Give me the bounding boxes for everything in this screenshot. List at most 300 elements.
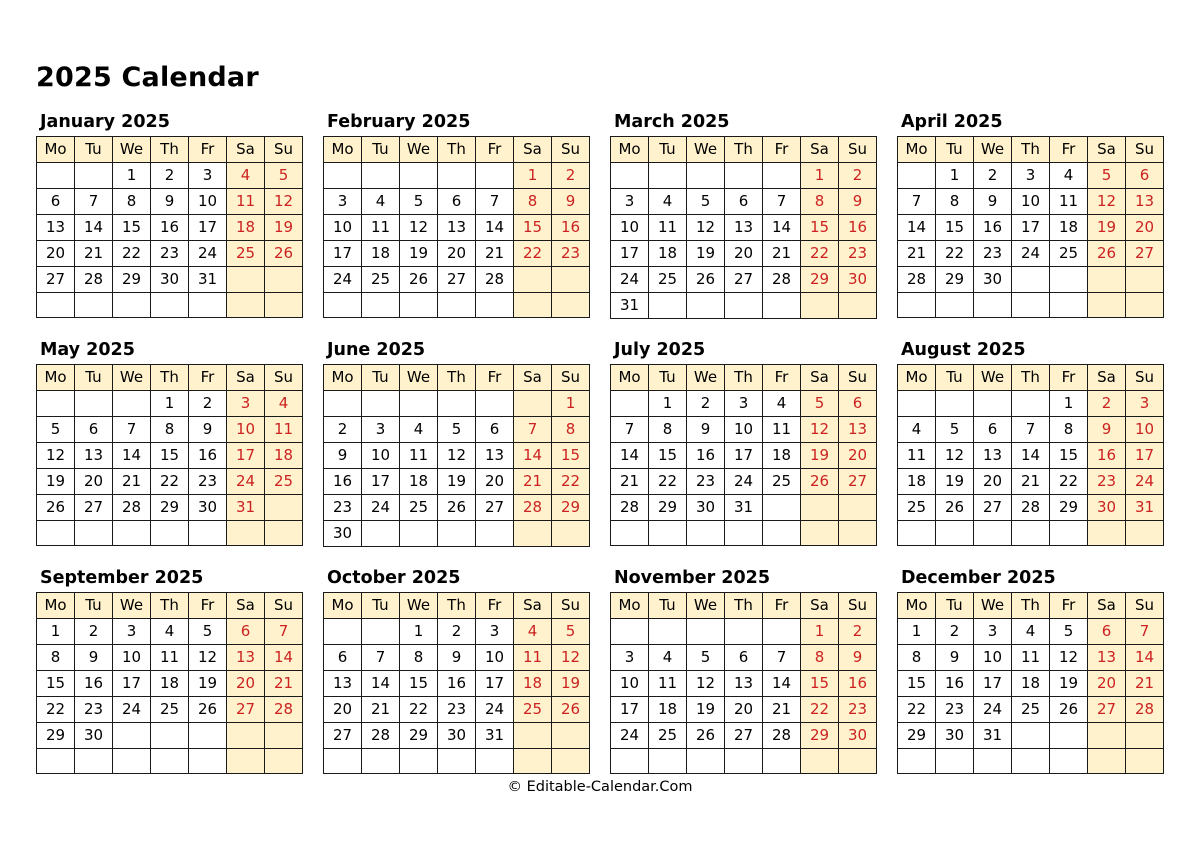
weekday-header: Fr bbox=[763, 137, 801, 163]
weekend-day-cell: 6 bbox=[1126, 163, 1164, 189]
day-cell: 29 bbox=[37, 723, 75, 749]
weekday-header: Th bbox=[438, 365, 476, 391]
day-cell bbox=[649, 293, 687, 319]
weekend-day-cell: 12 bbox=[801, 417, 839, 443]
week-row bbox=[37, 749, 303, 774]
weekend-day-cell: 22 bbox=[552, 469, 590, 495]
week-row bbox=[324, 697, 590, 723]
weekend-day-cell: 27 bbox=[1088, 697, 1126, 723]
day-cell: 10 bbox=[189, 189, 227, 215]
weekend-day-cell: 16 bbox=[839, 215, 877, 241]
month-title: June 2025 bbox=[327, 340, 426, 360]
day-cell: 8 bbox=[936, 189, 974, 215]
day-cell: 14 bbox=[763, 215, 801, 241]
week-row bbox=[611, 495, 877, 521]
day-cell: 28 bbox=[1012, 495, 1050, 521]
day-cell: 22 bbox=[400, 697, 438, 723]
weekday-header: Mo bbox=[611, 593, 649, 619]
day-cell: 19 bbox=[936, 469, 974, 495]
week-row bbox=[37, 723, 303, 749]
weekend-day-cell: 21 bbox=[1126, 671, 1164, 697]
day-cell: 11 bbox=[151, 645, 189, 671]
weekday-header: Mo bbox=[611, 137, 649, 163]
weekend-day-cell: 30 bbox=[839, 267, 877, 293]
weekday-header: Sa bbox=[1088, 137, 1126, 163]
weekend-day-cell: 11 bbox=[227, 189, 265, 215]
week-row bbox=[898, 469, 1164, 495]
day-cell: 10 bbox=[324, 215, 362, 241]
weekend-day-cell: 12 bbox=[265, 189, 303, 215]
month-table bbox=[610, 136, 877, 319]
day-cell bbox=[649, 749, 687, 774]
day-cell: 10 bbox=[113, 645, 151, 671]
day-cell bbox=[37, 391, 75, 417]
weekend-day-cell: 20 bbox=[227, 671, 265, 697]
weekday-header: We bbox=[687, 137, 725, 163]
day-cell: 23 bbox=[438, 697, 476, 723]
day-cell: 26 bbox=[400, 267, 438, 293]
week-row bbox=[324, 293, 590, 318]
day-cell: 16 bbox=[189, 443, 227, 469]
day-cell: 2 bbox=[324, 417, 362, 443]
day-cell: 29 bbox=[1050, 495, 1088, 521]
week-row bbox=[37, 697, 303, 723]
day-cell bbox=[113, 723, 151, 749]
weekend-day-cell: 16 bbox=[1088, 443, 1126, 469]
month-block bbox=[323, 568, 590, 774]
day-cell bbox=[189, 723, 227, 749]
day-cell: 8 bbox=[400, 645, 438, 671]
day-cell: 19 bbox=[189, 671, 227, 697]
day-cell: 10 bbox=[611, 215, 649, 241]
weekday-header: We bbox=[687, 593, 725, 619]
day-cell: 5 bbox=[687, 645, 725, 671]
weekend-day-cell: 6 bbox=[1088, 619, 1126, 645]
day-cell: 18 bbox=[1012, 671, 1050, 697]
day-cell: 6 bbox=[476, 417, 514, 443]
weekend-day-cell bbox=[839, 521, 877, 546]
weekend-day-cell: 23 bbox=[839, 241, 877, 267]
weekend-day-cell: 22 bbox=[514, 241, 552, 267]
day-cell bbox=[898, 391, 936, 417]
month-table bbox=[323, 364, 590, 547]
day-cell: 20 bbox=[974, 469, 1012, 495]
week-row bbox=[611, 391, 877, 417]
day-cell: 6 bbox=[725, 189, 763, 215]
day-cell: 27 bbox=[75, 495, 113, 521]
weekday-header-row bbox=[324, 137, 590, 163]
weekend-day-cell: 29 bbox=[801, 267, 839, 293]
week-row bbox=[37, 391, 303, 417]
weekend-day-cell bbox=[227, 521, 265, 546]
weekend-day-cell: 2 bbox=[839, 619, 877, 645]
day-cell: 12 bbox=[438, 443, 476, 469]
day-cell: 23 bbox=[151, 241, 189, 267]
day-cell bbox=[687, 749, 725, 774]
week-row bbox=[37, 267, 303, 293]
weekend-day-cell bbox=[552, 723, 590, 749]
day-cell bbox=[400, 521, 438, 547]
weekend-day-cell bbox=[514, 267, 552, 293]
week-row bbox=[611, 697, 877, 723]
day-cell: 24 bbox=[611, 723, 649, 749]
weekend-day-cell: 1 bbox=[801, 163, 839, 189]
day-cell: 15 bbox=[400, 671, 438, 697]
weekend-day-cell: 26 bbox=[552, 697, 590, 723]
day-cell: 11 bbox=[1012, 645, 1050, 671]
week-row bbox=[324, 417, 590, 443]
day-cell: 1 bbox=[113, 163, 151, 189]
day-cell: 31 bbox=[476, 723, 514, 749]
day-cell bbox=[1050, 749, 1088, 774]
day-cell: 7 bbox=[1012, 417, 1050, 443]
day-cell: 1 bbox=[400, 619, 438, 645]
day-cell: 26 bbox=[687, 267, 725, 293]
weekend-day-cell bbox=[801, 293, 839, 319]
day-cell: 16 bbox=[438, 671, 476, 697]
day-cell: 10 bbox=[476, 645, 514, 671]
day-cell bbox=[1012, 391, 1050, 417]
weekend-day-cell bbox=[552, 293, 590, 318]
weekday-header: Th bbox=[438, 137, 476, 163]
day-cell: 21 bbox=[763, 697, 801, 723]
weekday-header: Su bbox=[552, 593, 590, 619]
weekend-day-cell: 31 bbox=[227, 495, 265, 521]
weekday-header: Mo bbox=[324, 593, 362, 619]
week-row bbox=[611, 241, 877, 267]
day-cell bbox=[75, 749, 113, 774]
weekend-day-cell bbox=[1126, 521, 1164, 546]
day-cell: 26 bbox=[936, 495, 974, 521]
day-cell bbox=[324, 391, 362, 417]
weekday-header: Tu bbox=[362, 137, 400, 163]
weekday-header: We bbox=[113, 137, 151, 163]
day-cell: 14 bbox=[113, 443, 151, 469]
weekend-day-cell bbox=[514, 723, 552, 749]
weekday-header: Th bbox=[438, 593, 476, 619]
week-row bbox=[37, 189, 303, 215]
day-cell: 27 bbox=[324, 723, 362, 749]
weekend-day-cell: 7 bbox=[1126, 619, 1164, 645]
weekend-day-cell: 25 bbox=[227, 241, 265, 267]
weekend-day-cell: 15 bbox=[801, 215, 839, 241]
day-cell: 29 bbox=[898, 723, 936, 749]
weekend-day-cell: 30 bbox=[839, 723, 877, 749]
day-cell: 14 bbox=[75, 215, 113, 241]
week-row bbox=[898, 645, 1164, 671]
day-cell: 20 bbox=[438, 241, 476, 267]
weekday-header: We bbox=[974, 365, 1012, 391]
weekday-header: Su bbox=[1126, 593, 1164, 619]
weekday-header: We bbox=[687, 365, 725, 391]
weekday-header: Fr bbox=[476, 137, 514, 163]
weekend-day-cell: 28 bbox=[265, 697, 303, 723]
day-cell: 24 bbox=[1012, 241, 1050, 267]
weekend-day-cell: 15 bbox=[552, 443, 590, 469]
weekday-header-row bbox=[898, 365, 1164, 391]
day-cell: 7 bbox=[362, 645, 400, 671]
weekend-day-cell: 18 bbox=[514, 671, 552, 697]
week-row bbox=[611, 189, 877, 215]
weekday-header: Th bbox=[151, 365, 189, 391]
weekday-header: Fr bbox=[189, 137, 227, 163]
week-row bbox=[37, 671, 303, 697]
weekday-header: Fr bbox=[1050, 593, 1088, 619]
day-cell: 4 bbox=[362, 189, 400, 215]
day-cell: 16 bbox=[687, 443, 725, 469]
page-title: 2025 Calendar bbox=[36, 62, 259, 93]
weekend-day-cell: 25 bbox=[265, 469, 303, 495]
month-table bbox=[36, 592, 303, 774]
day-cell: 29 bbox=[936, 267, 974, 293]
week-row bbox=[37, 645, 303, 671]
day-cell: 22 bbox=[151, 469, 189, 495]
weekday-header: We bbox=[974, 137, 1012, 163]
day-cell bbox=[189, 293, 227, 318]
day-cell: 23 bbox=[189, 469, 227, 495]
weekday-header: Fr bbox=[189, 365, 227, 391]
month-block bbox=[610, 112, 877, 319]
weekday-header: Th bbox=[151, 137, 189, 163]
day-cell: 3 bbox=[725, 391, 763, 417]
weekend-day-cell: 20 bbox=[839, 443, 877, 469]
month-block bbox=[36, 112, 303, 318]
weekend-day-cell: 1 bbox=[514, 163, 552, 189]
week-row bbox=[898, 723, 1164, 749]
weekday-header: Sa bbox=[227, 593, 265, 619]
day-cell: 28 bbox=[113, 495, 151, 521]
weekday-header: Th bbox=[725, 593, 763, 619]
weekend-day-cell: 19 bbox=[265, 215, 303, 241]
weekday-header: Th bbox=[1012, 365, 1050, 391]
weekend-day-cell: 5 bbox=[552, 619, 590, 645]
day-cell: 31 bbox=[725, 495, 763, 521]
weekday-header: Tu bbox=[936, 365, 974, 391]
weekday-header: Su bbox=[839, 137, 877, 163]
day-cell: 5 bbox=[936, 417, 974, 443]
weekend-day-cell bbox=[801, 749, 839, 774]
day-cell bbox=[1050, 293, 1088, 318]
day-cell bbox=[75, 521, 113, 546]
day-cell: 10 bbox=[362, 443, 400, 469]
month-table bbox=[36, 364, 303, 546]
day-cell bbox=[189, 521, 227, 546]
day-cell bbox=[75, 293, 113, 318]
week-row bbox=[324, 495, 590, 521]
weekend-day-cell: 27 bbox=[839, 469, 877, 495]
day-cell: 25 bbox=[151, 697, 189, 723]
weekday-header: Sa bbox=[801, 137, 839, 163]
day-cell: 27 bbox=[476, 495, 514, 521]
day-cell: 7 bbox=[476, 189, 514, 215]
weekday-header-row bbox=[898, 593, 1164, 619]
day-cell: 30 bbox=[75, 723, 113, 749]
weekday-header: Tu bbox=[362, 593, 400, 619]
day-cell: 24 bbox=[324, 267, 362, 293]
day-cell: 14 bbox=[476, 215, 514, 241]
day-cell: 28 bbox=[362, 723, 400, 749]
weekday-header: Fr bbox=[189, 593, 227, 619]
weekend-day-cell: 28 bbox=[514, 495, 552, 521]
weekend-day-cell: 19 bbox=[801, 443, 839, 469]
weekday-header: Fr bbox=[476, 365, 514, 391]
week-row bbox=[898, 495, 1164, 521]
day-cell: 7 bbox=[611, 417, 649, 443]
weekend-day-cell bbox=[227, 723, 265, 749]
weekend-day-cell bbox=[552, 267, 590, 293]
day-cell bbox=[725, 293, 763, 319]
weekend-day-cell: 3 bbox=[227, 391, 265, 417]
weekend-day-cell: 26 bbox=[801, 469, 839, 495]
weekday-header: Fr bbox=[763, 593, 801, 619]
day-cell bbox=[476, 391, 514, 417]
weekend-day-cell bbox=[839, 293, 877, 319]
day-cell: 2 bbox=[974, 163, 1012, 189]
day-cell: 28 bbox=[476, 267, 514, 293]
day-cell: 4 bbox=[1012, 619, 1050, 645]
day-cell: 21 bbox=[763, 241, 801, 267]
day-cell: 7 bbox=[898, 189, 936, 215]
day-cell bbox=[37, 293, 75, 318]
day-cell: 24 bbox=[189, 241, 227, 267]
day-cell bbox=[400, 391, 438, 417]
week-row bbox=[898, 163, 1164, 189]
day-cell: 25 bbox=[649, 267, 687, 293]
day-cell: 29 bbox=[649, 495, 687, 521]
weekend-day-cell bbox=[514, 521, 552, 547]
weekday-header: Tu bbox=[649, 365, 687, 391]
weekday-header: We bbox=[113, 365, 151, 391]
day-cell: 12 bbox=[1050, 645, 1088, 671]
month-table bbox=[323, 592, 590, 774]
day-cell: 20 bbox=[476, 469, 514, 495]
day-cell: 29 bbox=[113, 267, 151, 293]
weekend-day-cell: 18 bbox=[227, 215, 265, 241]
week-row bbox=[324, 749, 590, 774]
weekend-day-cell bbox=[227, 293, 265, 318]
day-cell: 17 bbox=[189, 215, 227, 241]
day-cell: 8 bbox=[37, 645, 75, 671]
day-cell bbox=[400, 293, 438, 318]
day-cell: 22 bbox=[1050, 469, 1088, 495]
week-row bbox=[37, 469, 303, 495]
day-cell: 22 bbox=[113, 241, 151, 267]
day-cell: 14 bbox=[898, 215, 936, 241]
week-row bbox=[611, 619, 877, 645]
day-cell: 20 bbox=[75, 469, 113, 495]
day-cell: 3 bbox=[324, 189, 362, 215]
weekend-day-cell: 3 bbox=[1126, 391, 1164, 417]
day-cell: 4 bbox=[1050, 163, 1088, 189]
month-title: May 2025 bbox=[40, 340, 135, 360]
day-cell: 12 bbox=[37, 443, 75, 469]
day-cell bbox=[400, 163, 438, 189]
day-cell: 10 bbox=[1012, 189, 1050, 215]
day-cell: 25 bbox=[763, 469, 801, 495]
weekend-day-cell: 7 bbox=[514, 417, 552, 443]
weekend-day-cell: 4 bbox=[514, 619, 552, 645]
day-cell: 4 bbox=[763, 391, 801, 417]
day-cell: 2 bbox=[75, 619, 113, 645]
day-cell: 14 bbox=[763, 671, 801, 697]
week-row bbox=[324, 469, 590, 495]
day-cell: 18 bbox=[362, 241, 400, 267]
week-row bbox=[898, 521, 1164, 546]
weekend-day-cell: 21 bbox=[265, 671, 303, 697]
day-cell: 27 bbox=[725, 267, 763, 293]
week-row bbox=[37, 417, 303, 443]
day-cell: 4 bbox=[649, 189, 687, 215]
week-row bbox=[324, 189, 590, 215]
month-title: April 2025 bbox=[901, 112, 1003, 132]
day-cell bbox=[763, 293, 801, 319]
day-cell bbox=[687, 521, 725, 546]
weekday-header: Fr bbox=[476, 593, 514, 619]
day-cell bbox=[974, 521, 1012, 546]
day-cell bbox=[649, 521, 687, 546]
day-cell: 26 bbox=[687, 723, 725, 749]
weekend-day-cell: 9 bbox=[1088, 417, 1126, 443]
month-title: July 2025 bbox=[614, 340, 706, 360]
day-cell: 20 bbox=[725, 241, 763, 267]
day-cell: 3 bbox=[476, 619, 514, 645]
month-title: February 2025 bbox=[327, 112, 471, 132]
day-cell: 1 bbox=[936, 163, 974, 189]
week-row bbox=[611, 163, 877, 189]
month-block bbox=[897, 568, 1164, 774]
day-cell bbox=[324, 749, 362, 774]
week-row bbox=[611, 723, 877, 749]
day-cell: 13 bbox=[75, 443, 113, 469]
day-cell bbox=[974, 293, 1012, 318]
week-row bbox=[898, 619, 1164, 645]
day-cell bbox=[362, 391, 400, 417]
day-cell: 30 bbox=[936, 723, 974, 749]
weekday-header: Su bbox=[839, 593, 877, 619]
weekend-day-cell: 14 bbox=[514, 443, 552, 469]
day-cell: 28 bbox=[763, 267, 801, 293]
weekday-header: Mo bbox=[324, 137, 362, 163]
weekend-day-cell: 21 bbox=[514, 469, 552, 495]
weekend-day-cell: 14 bbox=[1126, 645, 1164, 671]
day-cell: 9 bbox=[75, 645, 113, 671]
day-cell bbox=[725, 619, 763, 645]
day-cell bbox=[362, 293, 400, 318]
day-cell: 23 bbox=[974, 241, 1012, 267]
day-cell: 9 bbox=[189, 417, 227, 443]
day-cell: 2 bbox=[936, 619, 974, 645]
day-cell: 1 bbox=[37, 619, 75, 645]
weekend-day-cell: 9 bbox=[839, 189, 877, 215]
day-cell: 9 bbox=[687, 417, 725, 443]
day-cell bbox=[476, 163, 514, 189]
day-cell: 18 bbox=[898, 469, 936, 495]
weekend-day-cell bbox=[1126, 723, 1164, 749]
day-cell bbox=[974, 391, 1012, 417]
day-cell: 5 bbox=[189, 619, 227, 645]
weekday-header: Fr bbox=[1050, 137, 1088, 163]
day-cell: 5 bbox=[37, 417, 75, 443]
day-cell: 30 bbox=[974, 267, 1012, 293]
day-cell: 5 bbox=[438, 417, 476, 443]
weekend-day-cell: 24 bbox=[1126, 469, 1164, 495]
day-cell: 6 bbox=[974, 417, 1012, 443]
day-cell: 15 bbox=[37, 671, 75, 697]
day-cell bbox=[936, 521, 974, 546]
weekday-header: We bbox=[974, 593, 1012, 619]
day-cell bbox=[649, 163, 687, 189]
weekend-day-cell: 30 bbox=[1088, 495, 1126, 521]
